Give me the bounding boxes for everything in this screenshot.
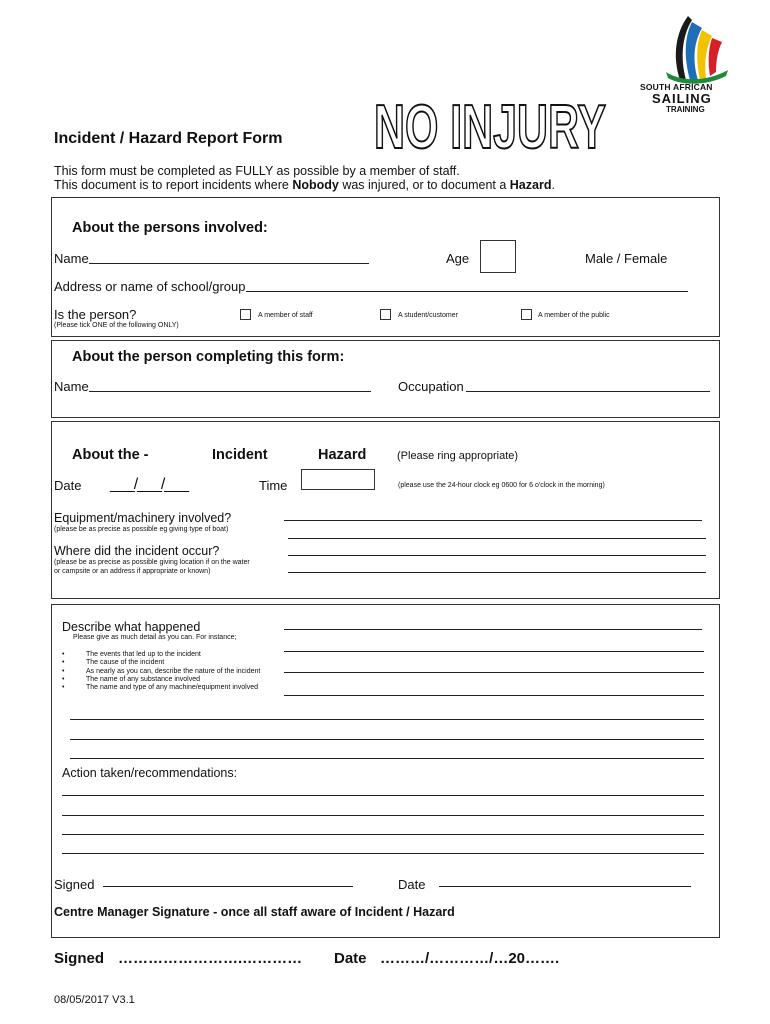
staff-checkbox[interactable]	[240, 309, 251, 320]
where-field-2[interactable]	[288, 572, 706, 573]
where-note-1: (please be as precise as possible giving location if on the water	[54, 559, 250, 566]
student-checkbox[interactable]	[380, 309, 391, 320]
completer-heading: About the person completing this form:	[72, 349, 345, 365]
where-field-1[interactable]	[288, 555, 706, 556]
sail-logo-icon	[636, 12, 746, 84]
signed-field[interactable]	[103, 886, 353, 887]
describe-line-2[interactable]	[284, 651, 704, 652]
age-box[interactable]	[480, 240, 516, 273]
bullet-item: • The events that led up to the incident	[62, 651, 201, 658]
bullet-item: • The name of any substance involved	[62, 675, 201, 683]
date-label: Date	[54, 478, 82, 493]
describe-note: Please give as much detail as you can. For instance;	[73, 634, 237, 641]
describe-line-5[interactable]	[70, 719, 704, 720]
date-field[interactable]: ___/___/___	[110, 476, 188, 493]
student-option-label: A student/customer	[398, 312, 458, 319]
time-box[interactable]	[301, 469, 375, 490]
age-label: Age	[446, 251, 470, 266]
equipment-field-2[interactable]	[288, 538, 706, 539]
intro-line-2	[54, 178, 555, 192]
persons-name-label: Name	[54, 251, 89, 266]
describe-line-4[interactable]	[284, 695, 704, 696]
where-label: Where did the incident occur?	[54, 544, 220, 558]
final-date-label: Date	[334, 950, 367, 967]
bullet-item: • The cause of the incident	[62, 659, 165, 667]
no-injury-stamp	[372, 94, 612, 158]
action-line-2[interactable]	[62, 815, 704, 816]
action-line-3[interactable]	[62, 834, 704, 835]
intro-end: .	[551, 178, 555, 192]
intro-mid: was injured, or to document a	[338, 178, 510, 192]
completer-name-label: Name	[54, 379, 89, 394]
completer-name-field[interactable]	[89, 391, 371, 392]
signed-label: Signed	[54, 877, 95, 892]
occupation-label: Occupation	[398, 379, 464, 394]
bullet-item: • The name and type of any machine/equipment involved	[62, 684, 258, 692]
form-title: Incident / Hazard Report Form	[54, 130, 283, 147]
describe-line-6[interactable]	[70, 739, 704, 740]
describe-line-3[interactable]	[284, 672, 704, 673]
equipment-note: (please be as precise as possible eg giving type of boat)	[54, 526, 229, 533]
equipment-field-1[interactable]	[284, 520, 702, 521]
signed-date-label: Date	[398, 877, 426, 892]
intro-bold-hazard: Hazard	[509, 178, 552, 192]
hazard-option[interactable]: Hazard	[318, 447, 367, 463]
intro-bold-nobody: Nobody	[292, 178, 339, 192]
version-footer: 08/05/2017 V3.1	[54, 994, 135, 1006]
action-line-1[interactable]	[62, 795, 704, 796]
logo	[636, 12, 746, 114]
staff-option-label: A member of staff	[258, 312, 313, 319]
logo-line2: SAILING	[652, 91, 712, 106]
public-option-label: A member of the public	[538, 312, 610, 319]
logo-line1: SOUTH AFRICAN	[640, 82, 713, 92]
persons-heading: About the persons involved:	[72, 220, 268, 236]
bullet-item: • As nearly as you can, describe the nature of the incident	[62, 667, 261, 675]
final-signed-label: Signed	[54, 950, 105, 967]
persons-name-field[interactable]	[89, 263, 369, 264]
time-label: Time	[259, 478, 288, 493]
describe-bullets	[62, 651, 260, 692]
action-line-4[interactable]	[62, 853, 704, 854]
final-date-field[interactable]: ………/…………/…20…….	[380, 950, 560, 967]
occupation-field[interactable]	[466, 391, 710, 392]
describe-label: Describe what happened	[62, 620, 201, 634]
where-note-2: or campsite or an address if appropriate or known)	[54, 568, 211, 575]
tick-note: (Please tick ONE of the following ONLY)	[54, 322, 179, 329]
equipment-label: Equipment/machinery involved?	[54, 511, 232, 525]
ring-note: (Please ring appropriate)	[397, 450, 519, 462]
gender-label: Male / Female	[585, 251, 668, 266]
about-label: About the -	[72, 447, 149, 463]
action-label: Action taken/recommendations:	[62, 766, 238, 780]
logo-line3: TRAINING	[666, 105, 705, 114]
address-field[interactable]	[246, 291, 688, 292]
stamp-text: NO INJURY	[374, 94, 606, 158]
intro-line-1: This form must be completed as FULLY as possible by a member of staff.	[54, 164, 460, 178]
describe-line-1[interactable]	[284, 629, 702, 630]
describe-line-7[interactable]	[70, 758, 704, 759]
incident-option[interactable]: Incident	[212, 447, 268, 463]
time-note: (please use the 24-hour clock eg 0600 for 6 o'clock in the morning)	[398, 482, 605, 489]
final-signed-field[interactable]: …………………….…………	[118, 950, 303, 967]
address-label: Address or name of school/group	[54, 279, 246, 294]
public-checkbox[interactable]	[521, 309, 532, 320]
signed-date-field[interactable]	[439, 886, 691, 887]
intro-pre: This document is to report incidents where	[54, 178, 293, 192]
is-person-label: Is the person?	[54, 307, 137, 322]
manager-label: Centre Manager Signature - once all staff aware of Incident / Hazard	[54, 905, 455, 919]
